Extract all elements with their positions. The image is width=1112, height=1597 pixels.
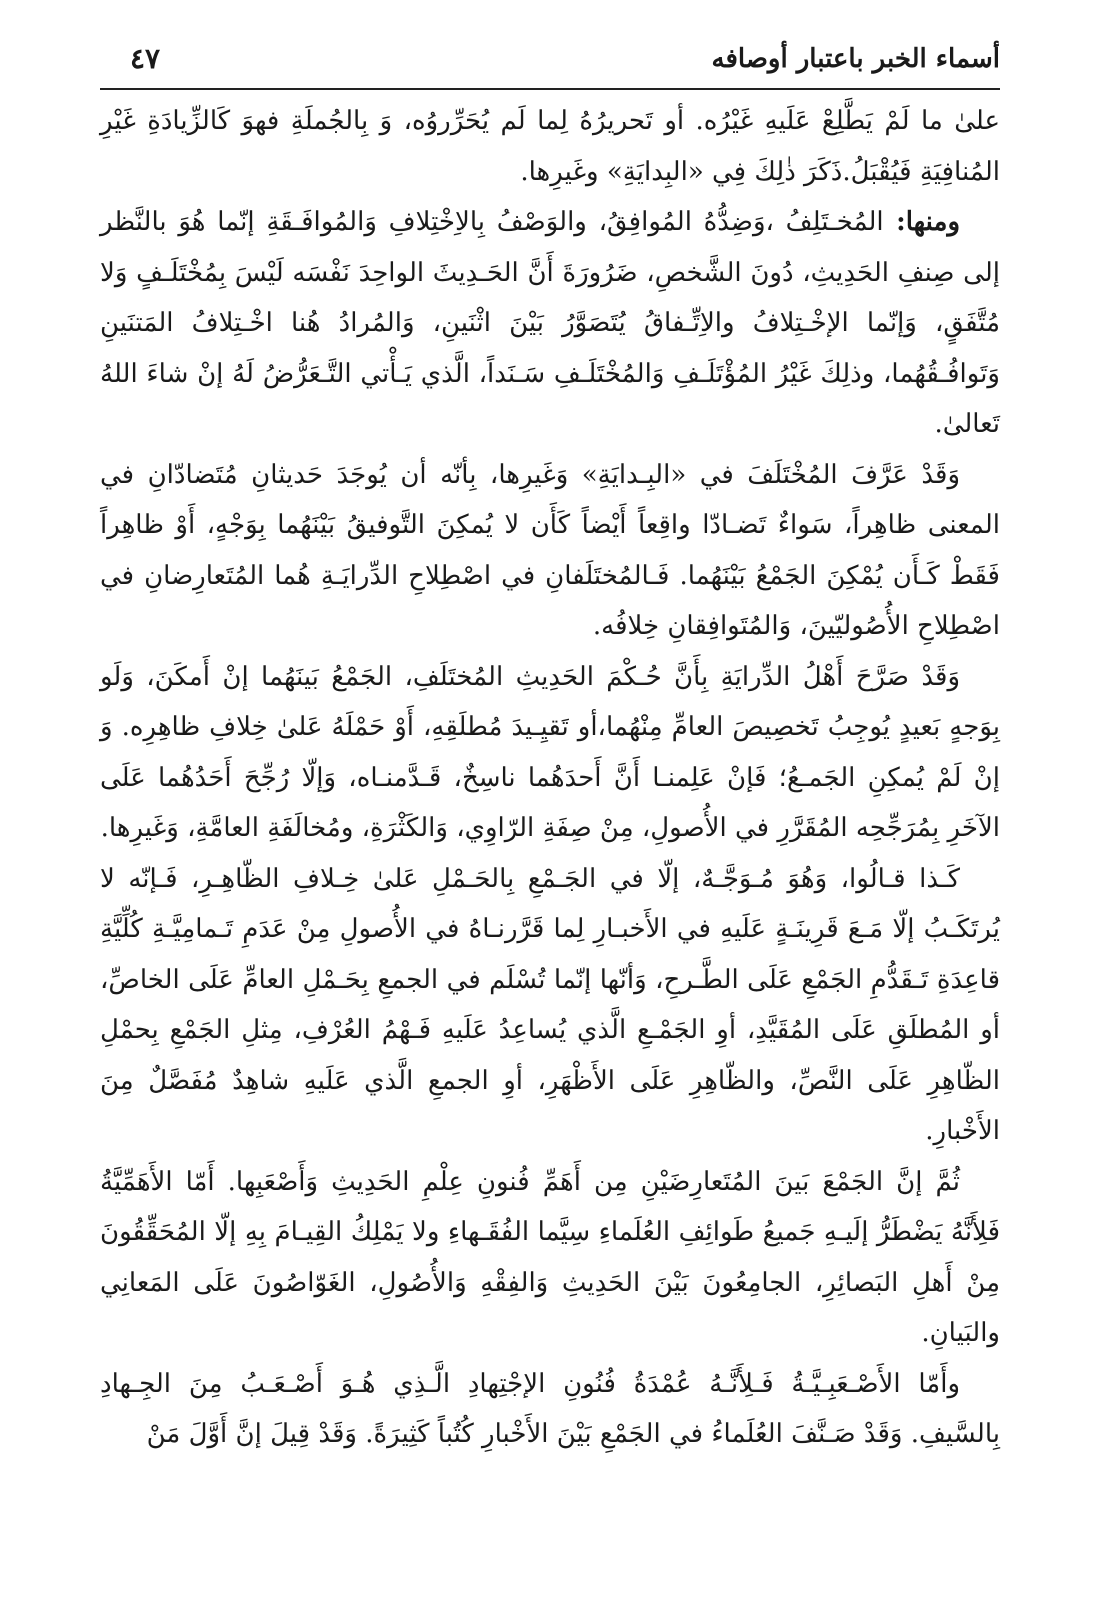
paragraph [100, 450, 1000, 652]
page-header [100, 40, 1000, 90]
paragraph [100, 854, 1000, 1157]
paragraph-text: علىٰ ما لَمْ يَطَّلِعْ عَلَيهِ غَيْرُه. أو تَحريرُهُ لِما لَم يُحَرِّروُه، وَ بِالجُملَةِ فهوَ كَالزِّيادَةِ غَيْرِ المُنافِيَةِ فَيُقْبَلُ.ذَكَرَ ذٰلِكَ فِي «البِدايَةِ» وغَيرِها. [100, 106, 1001, 187]
page-number: ٤٧ [130, 42, 161, 75]
paragraph-lead: ومنها: [883, 207, 960, 237]
paragraph-text: كَـذا قـالُوا، وَهُوَ مُـوَجَّـهٌ، إلّا في الجَـمْعِ بِالحَـمْلِ عَلىٰ خِـلافِ الظّاهِـرِ، فَـإنّه لا يُرتَكَـبُ إلّا مَـعَ قَرِينَـةٍ عَلَيهِ في الأَخبـارِ لِما قَرَّرنـاهُ في الأُصولِ مِنْ عَدَمِ تَـمامِيَّـةِ كُلِّيَّةِ قاعِدَةِ تَـقَدُّمِ الجَمْعِ عَلَى الطَّـرحِ، وَأنّها إنّما تُسْلَم في الجمعِ بِحَـمْلِ العامِّ عَلَى الخاصِّ، أو المُطلَقِ عَلَى المُقَيَّدِ، أوِ الجَمْـعِ الَّذي يُساعِدُ عَلَيهِ فَـهْمُ العُرْفِ، مِثلِ الجَمْعِ بِحمْلِ الظّاهِرِ عَلَى النَّصِّ، والظّاهِرِ عَلَى الأَظْهَرِ، أوِ الجمعِ الَّذي عَلَيهِ شاهِدٌ مُفَصَّلٌ مِنَ الأَخْبارِ. [100, 863, 1000, 1146]
paragraph [100, 1359, 1000, 1460]
paragraph [100, 652, 1000, 854]
paragraph [100, 1157, 1000, 1359]
running-title: أسماء الخبر باعتبار أوصافه [711, 44, 1000, 74]
page-body [100, 96, 1000, 1460]
document-page [100, 40, 1000, 1560]
paragraph-text: ثُمَّ إنَّ الجَمْعَ بَينَ المُتَعارِضَيْنِ مِن أَهَمِّ فُنونِ عِلْمِ الحَدِيثِ وَأَصْعَبِها. أَمّا الأَهَمِّيَّةُ فَلِأَنَّهُ يَضْطَرُّ إلَيـهِ جَميعُ طَوائِفِ العُلَماءِ سِيَّما الفُقَـهاءِ ولا يَمْلِكُ القِيـامَ بِهِ إلّا المُحَقِّقُونَ مِنْ أَهلِ البَصائِرِ، الجامِعُونَ بَيْنَ الحَدِيثِ وَالفِقْهِ وَالأُصُولِ، الغَوّاصُونَ عَلَى المَعانِي والبَيانِ. [100, 1166, 1000, 1348]
paragraph-text: وَقَدْ صَرَّحَ أَهْلُ الدِّرايَةِ بِأَنَّ حُـكْمَ الحَدِيثِ المُختَلَفِ، الجَمْعُ بَينَهُما إنْ أَمكَنَ، وَلَو بِوَجهٍ بَعيدٍ يُوجِبُ تَخصِيصَ العامِّ مِنْهُما،أو تَقيِـيدَ مُطلَقِهِ، أَوْ حَمْلَهُ عَلىٰ خِلافِ ظاهِرِه. وَ إنْ لَمْ يُمكِنِ الجَمـعُ؛ فَإنْ عَلِمنـا أَنَّ أَحدَهُما ناسِخٌ، قَـدَّمنـاه، وَإلّا رُجِّحَ أَحَدُهُما عَلَى الآخَرِ بِمُرَجِّحِه المُقَرَّرِ في الأُصولِ، مِنْ صِفَةِ الرّاوِي، وَالكَثْرَةِ، ومُخالَفَةِ العامَّةِ، وَغَيرِها. [100, 661, 1000, 843]
paragraph-text: وَقَدْ عَرَّفَ المُخْتَلَفَ في «البِـدايَةِ» وَغَيرِها، بِأنّه أن يُوجَدَ حَديثانِ مُتَضادّانِ في المعنى ظاهِراً، سَواءٌ تَضـادّا واقِعاً أَيْضاً كَأَن لا يُمكِنَ التَّوفيقُ بَيْنَهُما بِوَجْهٍ، أَوْ ظاهِراً فَقَطْ كَـأَن يُمْكِنَ الجَمْعُ بَيْنَهُما. فَـالمُختَلَفانِ في اصْطِلاحِ الدِّرايَـةِ هُما المُتَعارِضانِ في اصْطِلاحِ الأُصُوليّينَ، وَالمُتَوافِقانِ خِلافُه. [100, 459, 1000, 641]
paragraph-text: وأَمّا الأَصْـعَبِـيَّـةُ فَـلِأَنَّـهُ عُمْدَةُ فُنُونِ الإجْتِهادِ الَّـذِي هُـوَ أَصْـعَـبُ مِنَ الجِـهادِ بِالسَّيفِ. وَقَدْ صَـنَّفَ العُلَماءُ في الجَمْعِ بَيْنَ الأَخْبارِ كُتُباً كَثِيرَةً. وَقَدْ قِيلَ إنَّ أَوَّلَ مَنْ [100, 1368, 1000, 1449]
paragraph [100, 96, 1000, 197]
paragraph-text: المُخـتَلِفُ ،وَضِدُّهُ المُوافِقُ، والوَصْفُ بِالاِخْتِلافِ وَالمُوافَـقَةِ إنّما هُوَ بالنَّظر إلى صِنفِ الحَدِيثِ، دُونَ الشَّخصِ، ضَرُورَةَ أَنَّ الحَـدِيثَ الواحِدَ نَفْسَه لَيْسَ بِمُخْتَلَـفٍ وَلا مُتَّفَقٍ، وَإنّما الإخْـتِلافُ والاِتِّـفاقُ يُتَصَوَّرُ بَيْنَ اثْنَينِ، وَالمُرادُ هُنا اخْـتِلافُ المَتنَينِ وَتَوافُـقُهُما، وذلِكَ غَيْرُ المُؤْتَلَـفِ وَالمُخْتَلَـفِ سَـنَداً، الَّذي يَـأْتي التَّـعَرُّضُ لَهُ إنْ شاءَ اللهُ تَعالىٰ. [100, 207, 1000, 439]
paragraph [100, 197, 1000, 450]
